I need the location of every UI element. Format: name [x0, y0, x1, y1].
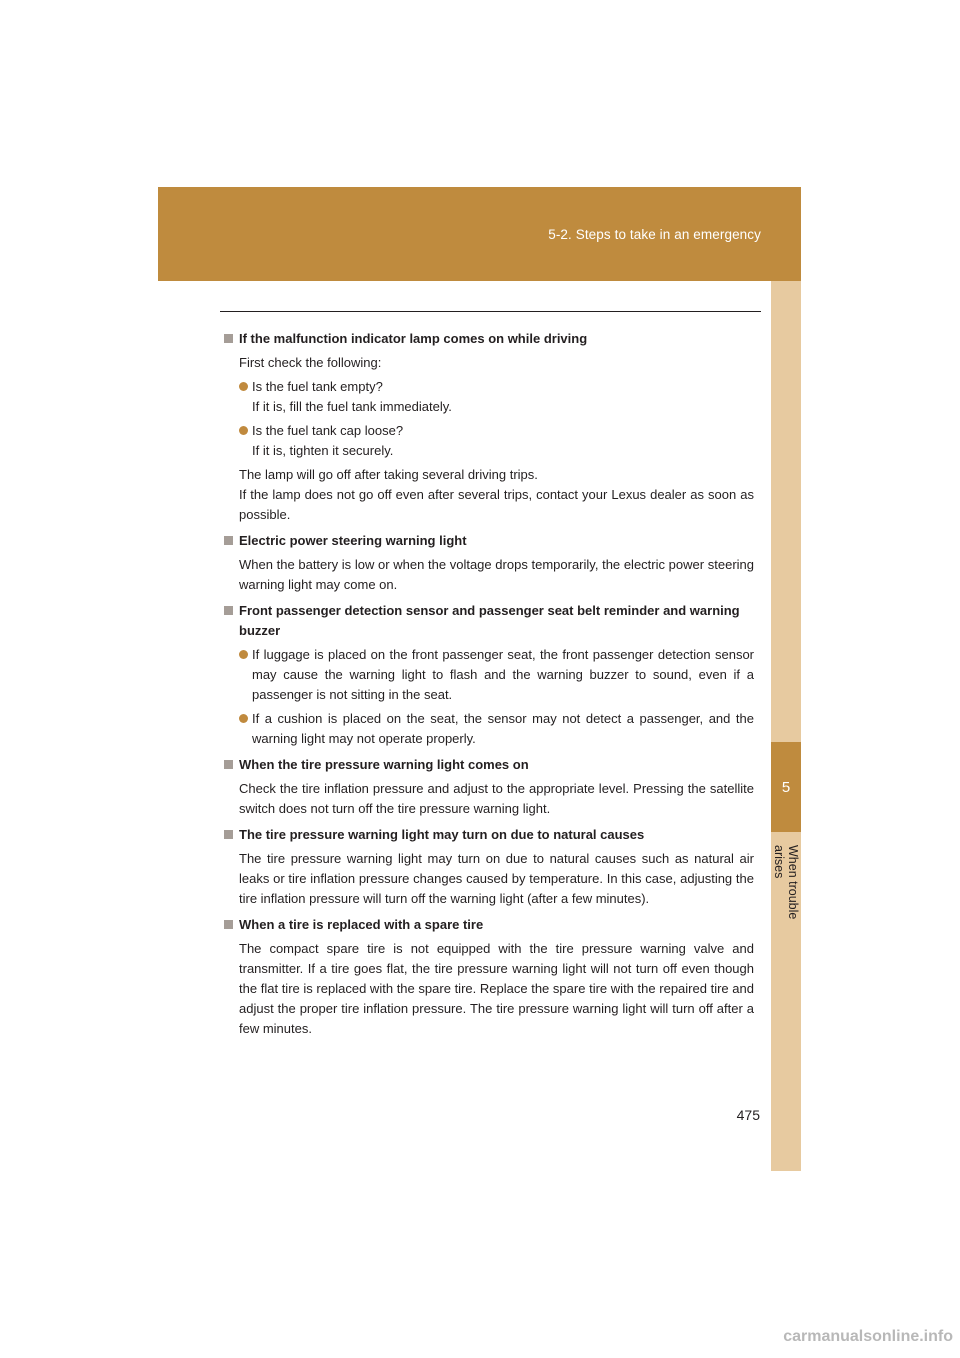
- square-bullet-icon: [224, 536, 233, 545]
- list-item: [222, 645, 754, 705]
- paragraph: [222, 465, 754, 525]
- square-bullet-icon: [224, 830, 233, 839]
- page-number: 475: [736, 1107, 760, 1123]
- chapter-number: 5: [781, 778, 791, 796]
- paragraph: The compact spare tire is not equipped with the tire pressure warning valve and transmitter. If a tire goes flat, the tire pressure warning light will not turn off even though the flat tire is replaced with the spare tire. Replace the spare tire with the repaired tire and adjust the proper tire inflation pressure. The tire pressure warning light will turn off after a few minutes.: [239, 941, 754, 1036]
- round-bullet-icon: [239, 426, 248, 435]
- section-heading: [222, 601, 754, 641]
- square-bullet-icon: [224, 760, 233, 769]
- section-heading: [222, 755, 754, 775]
- list-item-text: If a cushion is placed on the seat, the sensor may not detect a passenger, and the warning light may not operate properly.: [252, 711, 754, 746]
- heading-text: When the tire pressure warning light comes on: [239, 757, 529, 772]
- paragraph-line: If the lamp does not go off even after several trips, contact your Lexus dealer as soon as possible.: [239, 487, 754, 522]
- paragraph: The tire pressure warning light may turn on due to natural causes such as natural air leaks or tire inflation pressure changes caused by temperature. In this case, adjusting the tire inflation pressure will turn off the warning light (after a few minutes).: [239, 851, 754, 906]
- section-title: 5-2. Steps to take in an emergency: [548, 227, 761, 242]
- list-item-text: Is the fuel tank empty?: [252, 379, 383, 394]
- paragraph: First check the following:: [239, 355, 382, 370]
- square-bullet-icon: [224, 334, 233, 343]
- header-band: [158, 187, 801, 281]
- section-heading: [222, 531, 754, 551]
- list-item-text: Is the fuel tank cap loose?: [252, 423, 404, 438]
- divider-rule: [220, 311, 761, 312]
- list-item: [222, 709, 754, 749]
- list-item-subtext: If it is, tighten it securely.: [252, 443, 394, 458]
- heading-text: When a tire is replaced with a spare tire: [239, 917, 484, 932]
- heading-text: If the malfunction indicator lamp comes on while driving: [239, 331, 588, 346]
- paragraph-line: The lamp will go off after taking several driving trips.: [239, 467, 538, 482]
- heading-text: The tire pressure warning light may turn on due to natural causes: [239, 827, 645, 842]
- paragraph: When the battery is low or when the voltage drops temporarily, the electric power steering warning light may come on.: [239, 557, 754, 592]
- square-bullet-icon: [224, 920, 233, 929]
- list-item-subtext: If it is, fill the fuel tank immediately.: [252, 399, 452, 414]
- round-bullet-icon: [239, 650, 248, 659]
- section-heading: [222, 329, 754, 349]
- section-heading: [222, 825, 754, 845]
- heading-text: Front passenger detection sensor and passenger seat belt reminder and warning buzzer: [239, 603, 740, 638]
- side-strip: [771, 281, 801, 1171]
- paragraph: Check the tire inflation pressure and adjust to the appropriate level. Pressing the satellite switch does not turn off the tire pressure warning light.: [239, 781, 754, 816]
- list-item: [222, 421, 754, 461]
- footer-watermark: carmanualsonline.info: [783, 1328, 953, 1345]
- content: [222, 329, 754, 1039]
- section-heading: [222, 915, 754, 935]
- list-item: [222, 377, 754, 417]
- square-bullet-icon: [224, 606, 233, 615]
- chapter-tab[interactable]: [771, 742, 801, 832]
- list-item-text: If luggage is placed on the front passenger seat, the front passenger detection sensor may cause the warning light to flash and the warning buzzer to sound, even if a passenger is not sitting in the seat.: [252, 647, 754, 702]
- round-bullet-icon: [239, 714, 248, 723]
- round-bullet-icon: [239, 382, 248, 391]
- chapter-title: When trouble arises: [772, 845, 800, 920]
- heading-text: Electric power steering warning light: [239, 533, 467, 548]
